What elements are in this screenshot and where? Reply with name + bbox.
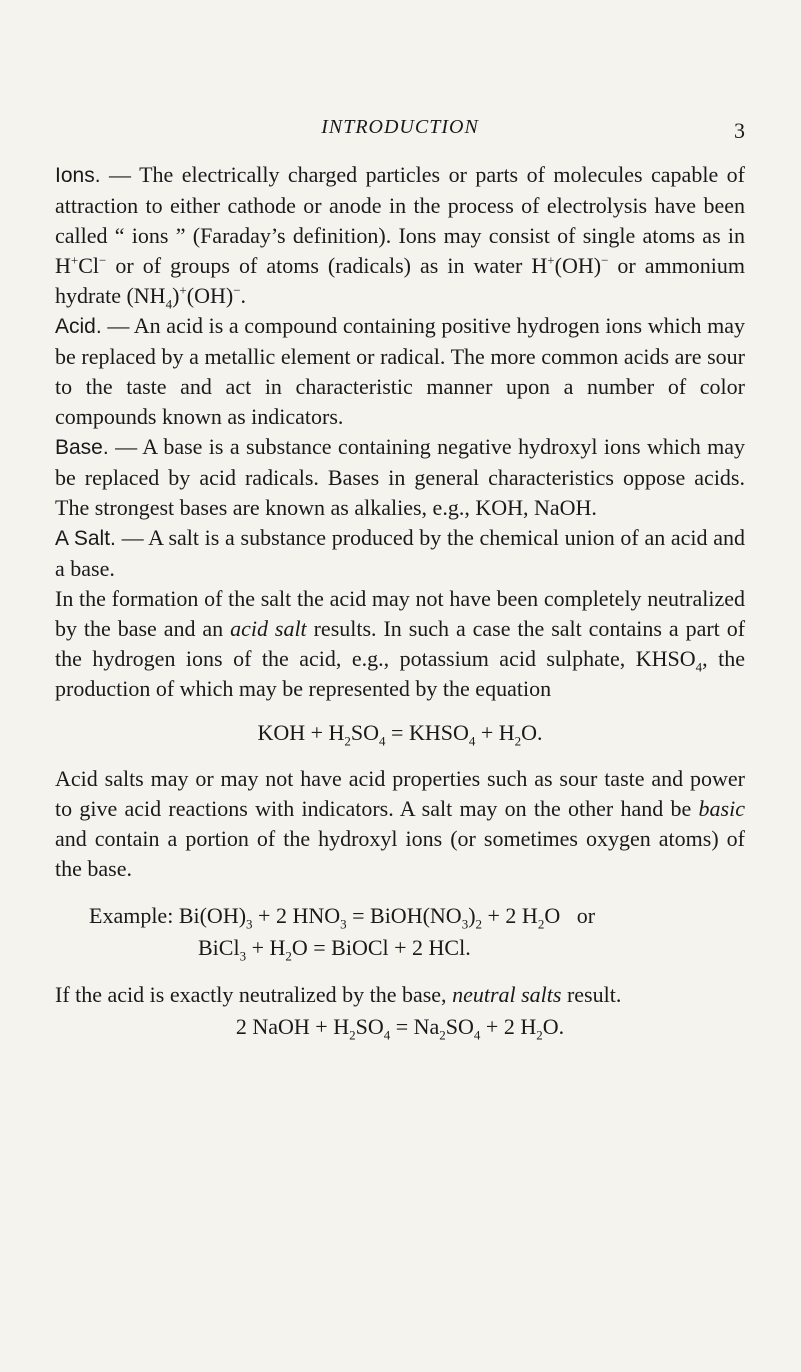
dash: — [115,525,149,550]
equation-acid-salt: KOH + $H_2SO_4$ = $KHSO_4 + H_2O$. [257,720,543,749]
basic-italic: basic [698,796,745,821]
neutral-text-1: If the acid is exactly neutralized by the base, [55,982,453,1007]
example-line-1: Example: $Bi(OH)_3 + 2$ $HNO_3$ = $BiOH(NO_3)_2 + 2$ $H_2O$ or [89,903,596,932]
example-line-2: BiCl$_3$ + $H_2O$ = BiOCl + 2 HCl. [198,935,471,964]
paragraph-acid [55,311,745,432]
base-text-1: A base is a substance containing negative hydroxyl ions which may be replaced by acid radicals. Bases in general characteristics oppose acids. The strongest bases are known as alkalies, e.g., [55,434,745,520]
base-text-2: . [591,495,597,520]
ions-text-4: . [240,283,247,308]
page-number: 3 [734,118,745,143]
term-ions: Ions. [55,164,101,187]
properties-text-1: Acid salts may or may not have acid properties such as sour taste and power to give acid reactions with indicators. A salt may on the other hand be [55,766,745,821]
term-acid: Acid. [55,315,102,338]
formula-khso4: $KHSO_4$ [635,646,703,675]
formula-water: H+(OH)− [531,252,609,278]
neutral-text-2: result. [561,982,622,1007]
paragraph-ions [55,160,745,311]
header-title: INTRODUCTION [321,116,479,138]
acid-salt-text-1: In the formation of the salt the acid may not have been completely neutralized by the base and an [55,586,745,641]
paragraph-salt [55,523,745,584]
ions-text-1: The electrically charged particles or parts of molecules capable of attraction to either cathode or anode in the process of electrolysis have been called “ ions ” (Faraday’s definition). Ions may consist of single atoms as in [55,162,745,248]
example-block [55,900,745,964]
ions-text-2: or of groups of atoms (radicals) as in water [106,253,532,278]
paragraph-acid-salt-properties [55,764,745,884]
example-label: Example: [89,903,179,928]
acid-salt-text-3: , the production of which may be represented by the equation [55,646,745,701]
example-connector: or [576,903,596,928]
acid-salt-text-2: results. In such a case the salt contains a part of the hydrogen ions of the acid, e.g., potassium acid sulphate, [55,616,746,671]
page [55,112,745,1058]
neutral-italic: neutral salts [452,982,562,1007]
dash: — [100,162,140,187]
salt-text: A salt is a substance produced by the chemical union of an acid and a base. [55,525,745,581]
paragraph-neutral [55,980,745,1010]
acid-salt-italic: acid salt [230,616,307,641]
acid-text: An acid is a compound containing positive hydrogen ions which may be replaced by a metallic element or radical. The more common acids are sour to the taste and act in characteristic manner upon a number of color compounds known as indicators. [55,313,745,429]
ions-text-3: or ammonium hydrate [55,253,745,308]
dash: — [108,434,143,459]
paragraph-base [55,432,745,523]
formula-hcl: H+Cl− [55,252,107,278]
paragraph-acid-salt [55,584,745,704]
term-salt: A Salt. [55,527,116,550]
equation-neutral: 2 NaOH + $H_2SO_4 = Na_2SO_4 + 2$ $H_2O$. [235,1014,565,1043]
formula-alkalies: KOH, NaOH [475,495,592,520]
dash: — [101,313,134,338]
formula-ammonium-hydrate: $(NH_4)^+(OH)^-$ [126,282,241,312]
running-header [55,112,745,152]
term-base: Base. [55,436,109,459]
properties-text-2: and contain a portion of the hydroxyl ions (or sometimes oxygen atoms) of the base. [55,826,745,881]
